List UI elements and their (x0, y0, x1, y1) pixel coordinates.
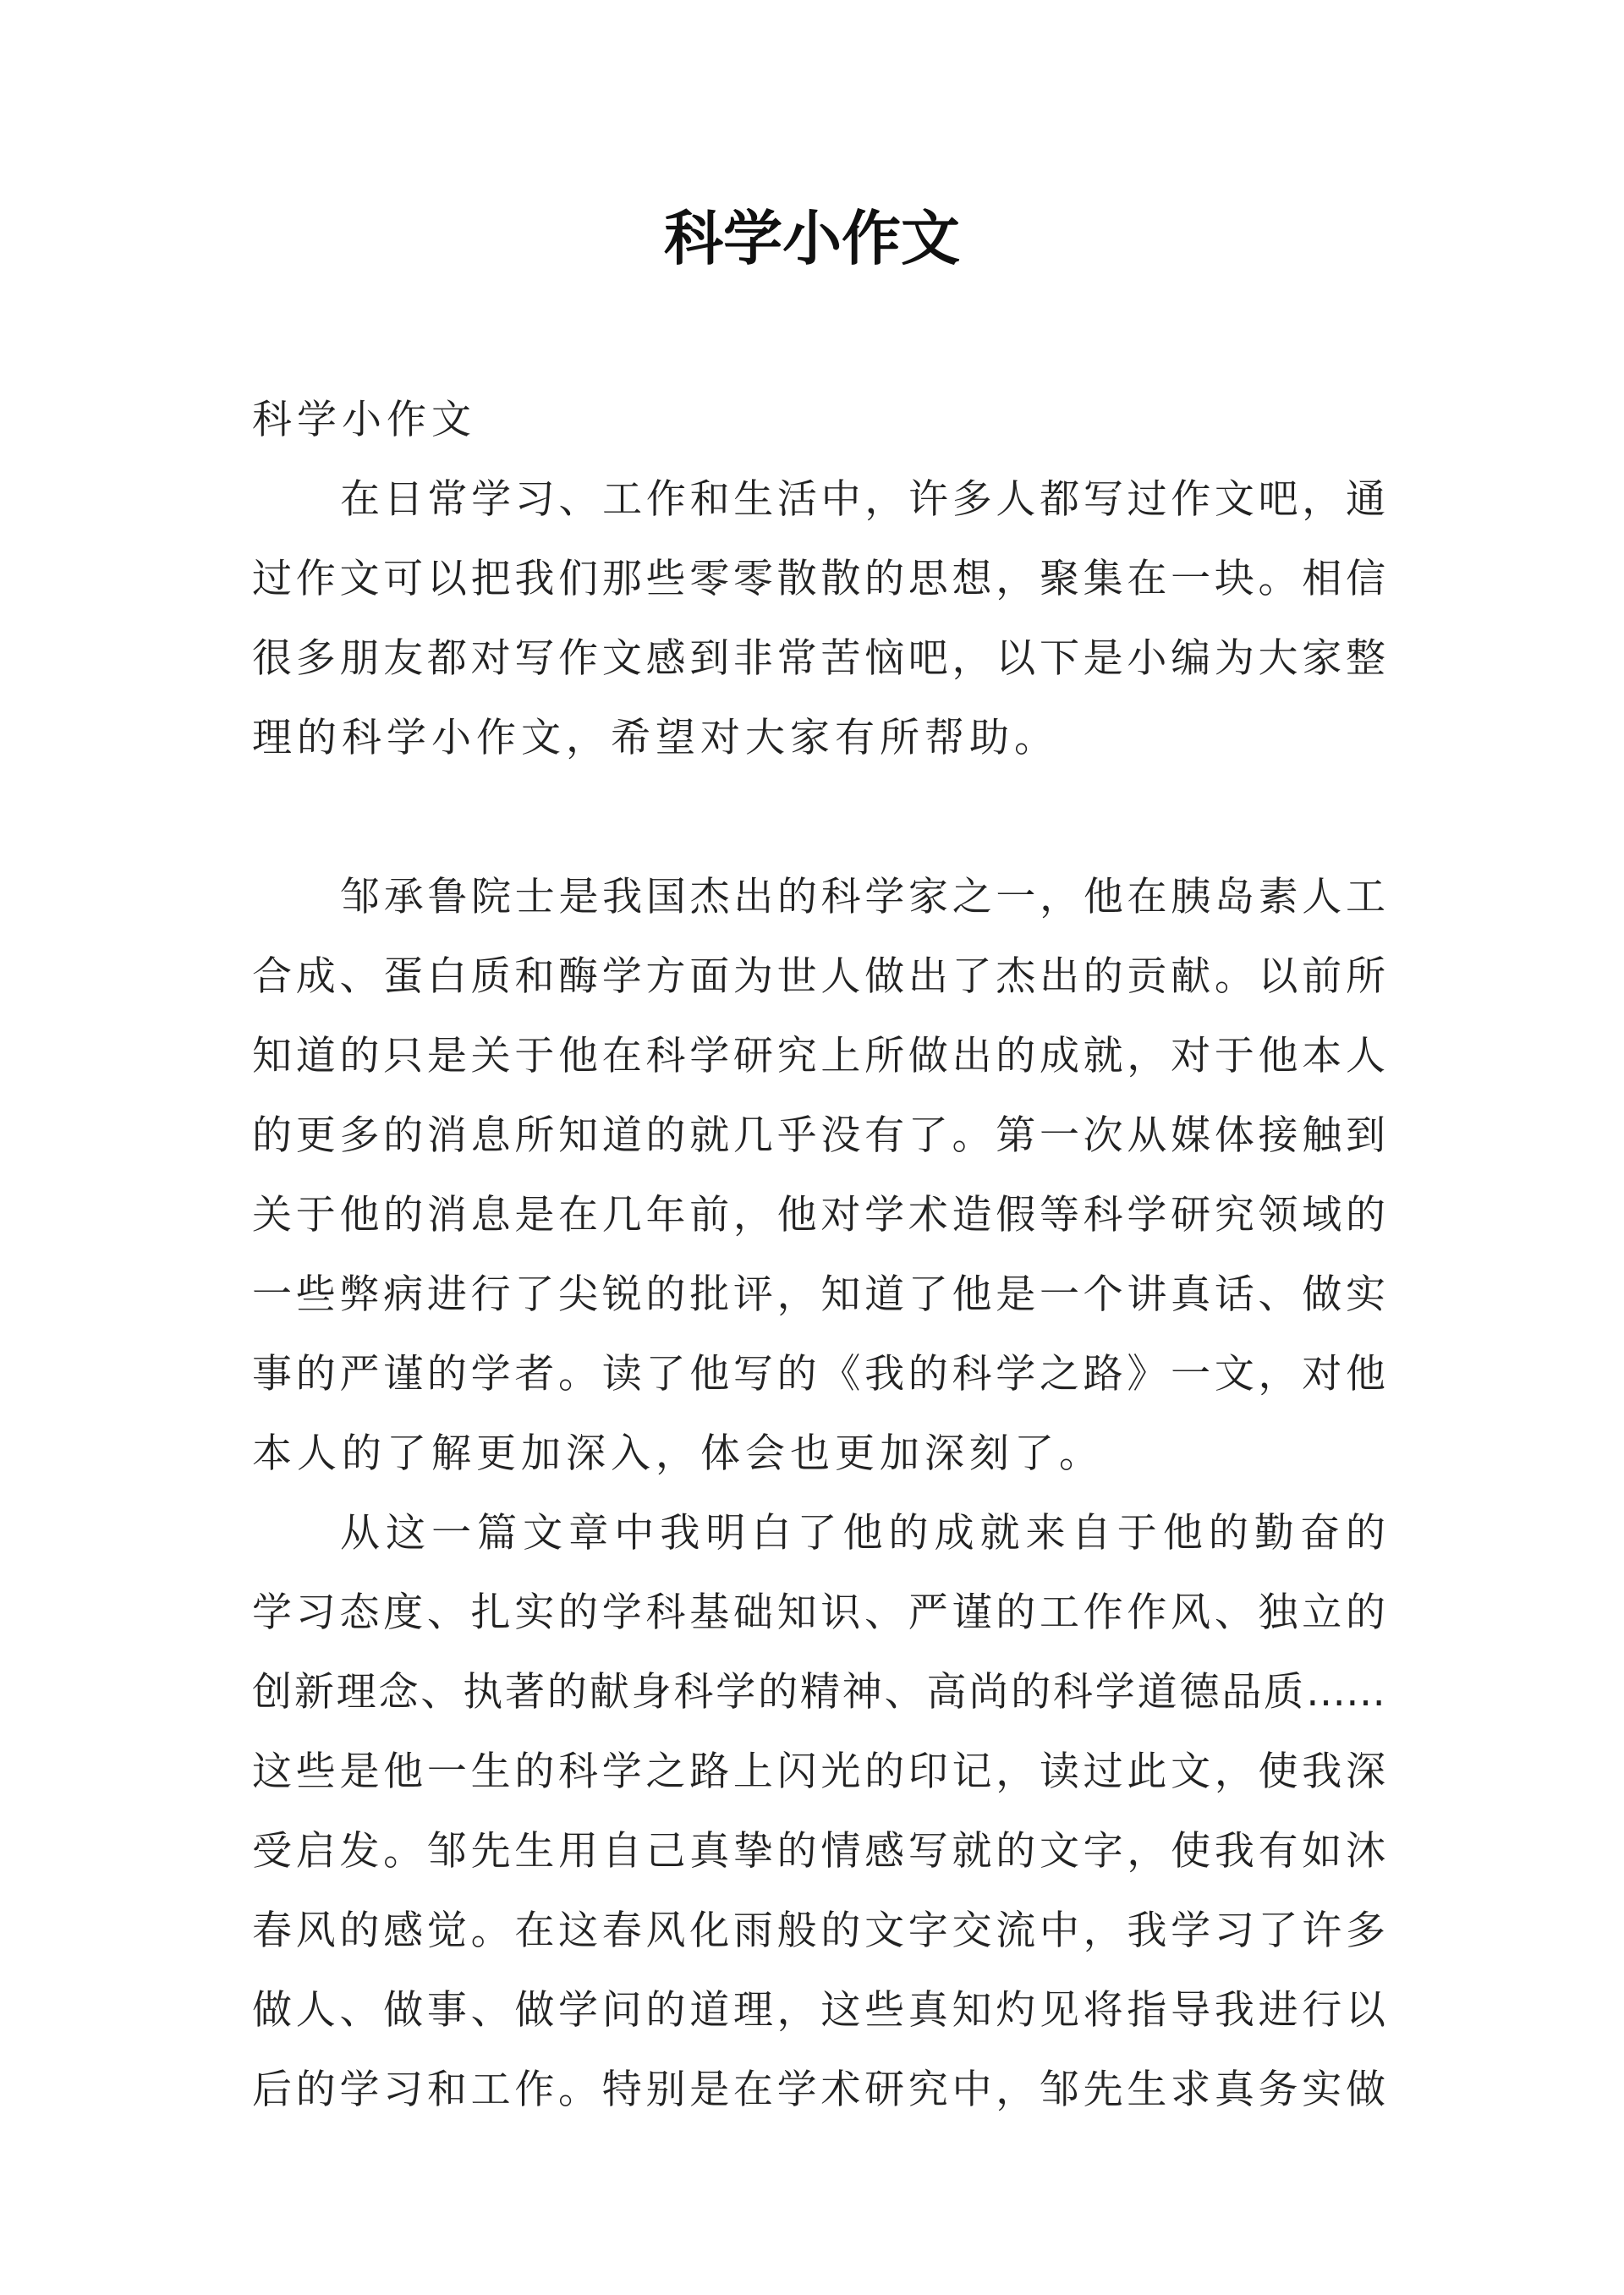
paragraph-line: 邹承鲁院士是我国杰出的科学家之一，他在胰岛素人工 (340, 874, 1385, 920)
paragraph-line: 关于他的消息是在几年前，他对学术造假等科学研究领域的 (252, 1192, 1385, 1238)
paragraph-line: 本人的了解更加深入，体会也更加深刻了。 (252, 1430, 1104, 1477)
paragraph-line: 受启发。邹先生用自己真挚的情感写就的文字，使我有如沐 (252, 1828, 1385, 1875)
paragraph-reflection (252, 1494, 1385, 2130)
paragraph-line: 做人、做事、做学问的道理，这些真知灼见将指导我进行以 (252, 1987, 1385, 2034)
paragraph-line: 过作文可以把我们那些零零散散的思想，聚集在一块。相信 (252, 556, 1385, 602)
document-body (252, 381, 1385, 2130)
document-title: 科学小作文 (664, 204, 960, 273)
document-subtitle: 科学小作文 (252, 397, 476, 443)
paragraph-line: 一些弊病进行了尖锐的批评，知道了他是一个讲真话、做实 (252, 1271, 1385, 1318)
paragraph-line: 春风的感觉。在这春风化雨般的文字交流中，我学习了许多 (252, 1908, 1385, 1954)
paragraph-zou-chenglu (252, 858, 1385, 1494)
paragraph-spacer (252, 778, 1385, 858)
paragraph-line: 这些是他一生的科学之路上闪光的印记，读过此文，使我深 (252, 1749, 1385, 1795)
paragraph-line: 在日常学习、工作和生活中，许多人都写过作文吧，通 (340, 476, 1385, 523)
paragraph-line: 创新理念、执著的献身科学的精神、高尚的科学道德品质…… (252, 1669, 1385, 1716)
paragraph-line: 学习态度、扎实的学科基础知识、严谨的工作作风、独立的 (252, 1589, 1385, 1636)
paragraph-line: 知道的只是关于他在科学研究上所做出的成就，对于他本人 (252, 1033, 1385, 1079)
paragraph-line: 的更多的消息所知道的就几乎没有了。第一次从媒体接触到 (252, 1112, 1385, 1159)
paragraph-line: 理的科学小作文，希望对大家有所帮助。 (252, 715, 1059, 761)
paragraph-intro (252, 460, 1385, 778)
paragraph-line: 后的学习和工作。特别是在学术研究中，邹先生求真务实做 (252, 2067, 1385, 2113)
paragraph-line: 合成、蛋白质和酶学方面为世人做出了杰出的贡献。以前所 (252, 953, 1385, 1000)
paragraph-line: 很多朋友都对写作文感到非常苦恼吧，以下是小编为大家整 (252, 635, 1385, 682)
paragraph-line: 从这一篇文章中我明白了他的成就来自于他的勤奋的 (340, 1510, 1385, 1557)
paragraph-line: 事的严谨的学者。读了他写的《我的科学之路》一文，对他 (252, 1351, 1385, 1397)
